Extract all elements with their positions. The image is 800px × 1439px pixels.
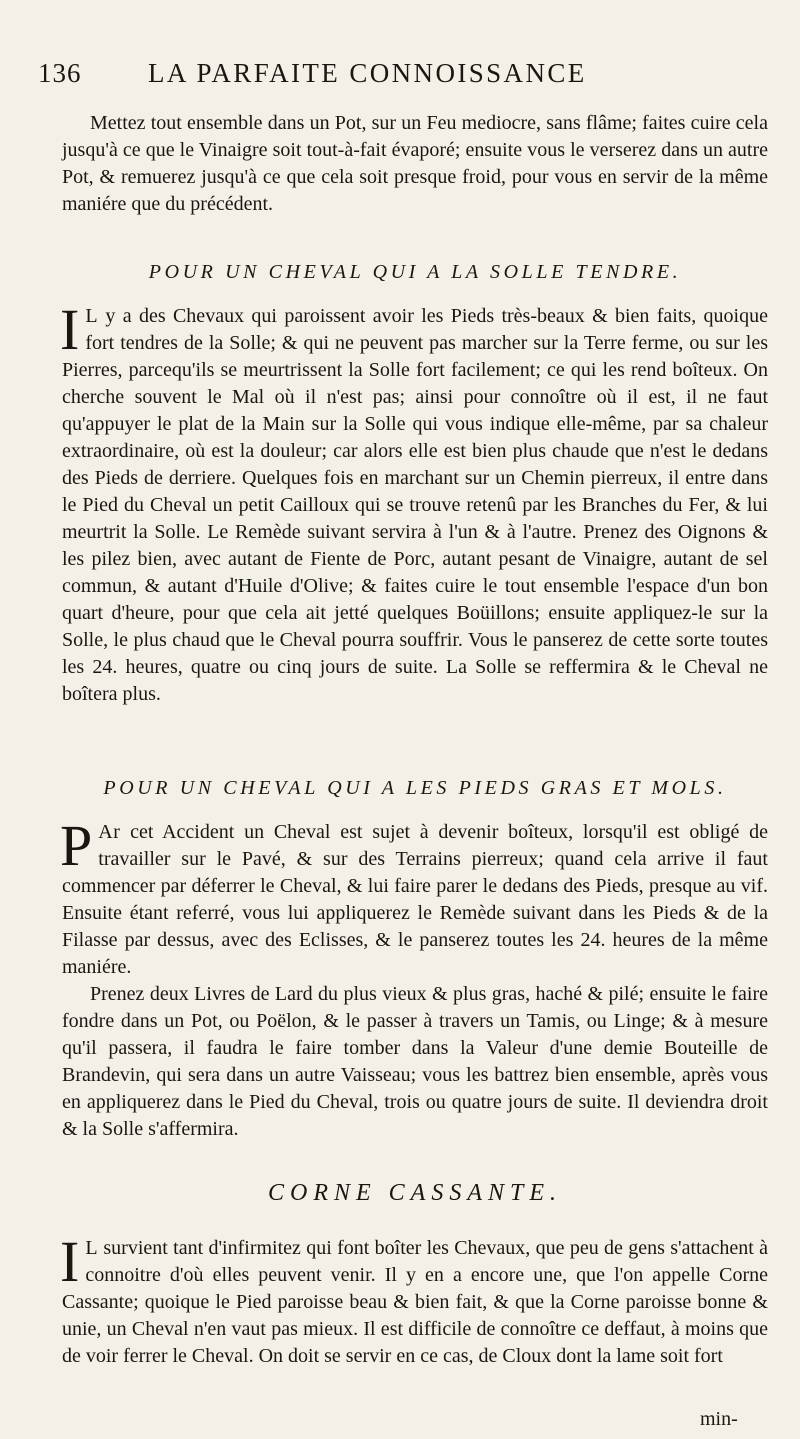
section-heading-solle-tendre: POUR UN CHEVAL QUI A LA SOLLE TENDRE. bbox=[148, 261, 682, 283]
paragraph-text: cet Accident un Cheval est sujet à devenir boîteux, lorsqu'il est obligé de travailler sur le Pavé, & sur des Terrains pierreux; quand cela arrive il faut commencer par déferrer le Cheval, & lui faire parer le dedans des Pieds, presque au vif. Ensuite étant referré, vous lui appliquerez le Remède suivant dans les Pieds & de la Filasse par dessus, avec des Eclisses, & le panserez toutes les 24. heures de la même maniére. bbox=[62, 821, 768, 978]
paragraph: Prenez deux Livres de Lard du plus vieux & plus gras, haché & pilé; ensuite le faire fondre dans un Pot, ou Poëlon, & le passer à travers un Tamis, ou Linge; & à mesure qu'il passera, il faudra le faire tomber dans la Valeur d'une demie Bouteille de Brandevin, qui sera dans un autre Vaisseau; vous les battrez bien ensemble, après vous en appliquerez dans le Pied du Cheval, trois ou quatre jours de suite. Il deviendra droit & la Solle s'affermira. bbox=[62, 983, 768, 1140]
section-corne-cassante-body bbox=[60, 1229, 768, 1370]
drop-cap: I bbox=[60, 297, 80, 362]
section-pieds-gras-body bbox=[60, 813, 768, 1143]
section-heading-corne-cassante: CORNE CASSANTE. bbox=[267, 1180, 562, 1206]
paragraph bbox=[60, 813, 768, 981]
running-title: LA PARFAITE CONNOISSANCE bbox=[148, 58, 587, 88]
drop-cap: P bbox=[60, 813, 93, 878]
catchword: min- bbox=[700, 1408, 738, 1430]
first-word: L bbox=[85, 305, 99, 327]
section-heading-pieds-gras: POUR UN CHEVAL QUI A LES PIEDS GRAS ET MOLS. bbox=[103, 777, 727, 799]
first-word: Ar bbox=[98, 821, 121, 843]
paragraph-text: survient tant d'infirmitez qui font boîter les Chevaux, que peu de gens s'attachent à connoitre d'où elles peuvent venir. Il y en a encore une, que l'on appelle Corne Cassante; quoique le Pied paroisse beau & bien fait, & que la Corne paroisse bonne & unie, un Cheval n'en vaut pas mieux. Il est difficile de connoître ce deffaut, à moins que de voir ferrer le Cheval. On doit se servir en ce cas, de Cloux dont la lame soit fort bbox=[62, 1237, 768, 1367]
running-header bbox=[38, 58, 768, 98]
section-solle-tendre-body bbox=[60, 297, 768, 708]
intro-text: Mettez tout ensemble dans un Pot, sur un Feu mediocre, sans flâme; faites cuire cela jusqu'à ce que le Vinaigre soit tout-à-fait évaporé; ensuite vous le verserez dans un autre Pot, & remuerez jusqu'à ce que cela soit presque froid, pour vous en servir de la même maniére que du précédent. bbox=[62, 112, 768, 215]
first-word: L bbox=[85, 1237, 99, 1259]
page-number: 136 bbox=[38, 58, 82, 88]
drop-cap: I bbox=[60, 1229, 80, 1294]
paragraph bbox=[60, 1229, 768, 1370]
paragraph-text: y a des Chevaux qui paroissent avoir les Pieds très-beaux & bien faits, quoique fort tendres de la Solle; & qui ne peuvent pas marcher sur la Terre ferme, ou sur les Pierres, parcequ'ils se meurtrissent la Solle fort facilement; ce qui les rend boîteux. On cherche souvent le Mal où il n'est pas; ainsi pour connoître où il est, il ne faut qu'appuyer le plat de la Main sur la Solle qui vous indique elle-même, par sa chaleur extraordinaire, où est la douleur; car alors elle est bien plus chaude que n'est le dedans des Pieds de derriere. Quelques fois en marchant sur un Chemin pierreux, il entre dans le Pied du Cheval un petit Cailloux qui se trouve retenû par les Branches du Fer, & lui meurtrit la Solle. Le Remède suivant servira à l'un & à l'autre. Prenez des Oignons & les pilez bien, avec autant de Fiente de Porc, autant pesant de Vinaigre, autant de sel commun, & autant d'Huile d'Olive; & faites cuire le tout ensemble l'espace d'un bon quart d'heure, pour que cela ait jetté quelques Boüillons; ensuite appliquez-le sur la Solle, le plus chaud que le Cheval pourra souffrir. Vous le panserez de cette sorte toutes les 24. heures, quatre ou cinq jours de suite. La Solle se reffermira & le Cheval ne boîtera plus. bbox=[62, 305, 768, 705]
intro-paragraph bbox=[62, 110, 768, 218]
paragraph bbox=[60, 297, 768, 708]
